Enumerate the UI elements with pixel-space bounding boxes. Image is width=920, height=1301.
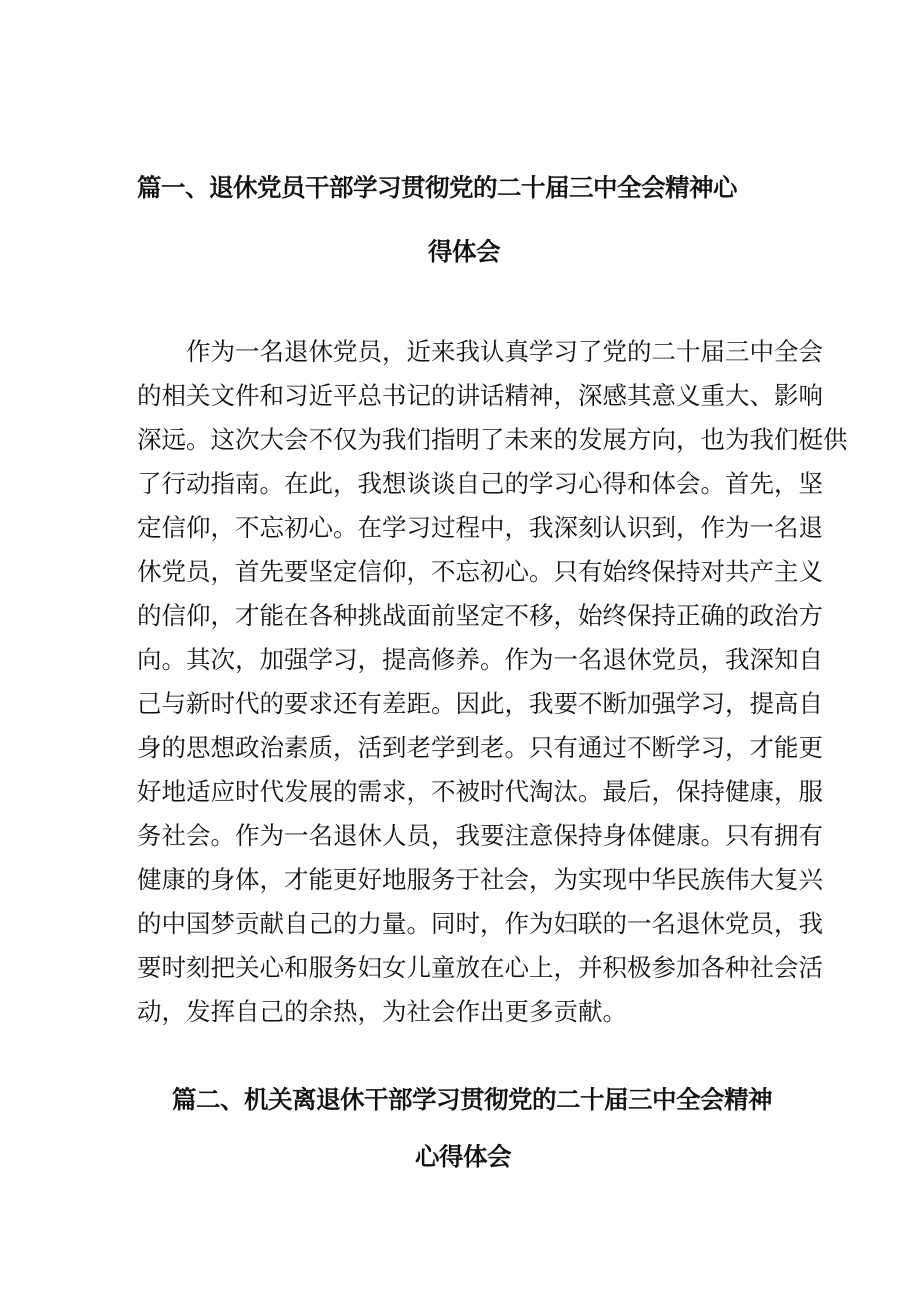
section2-title-line2: 心得体会 xyxy=(415,1142,511,1171)
body-line: 动，发挥自己的余热，为社会作出更多贡献。 xyxy=(137,997,627,1026)
body-line: 作为一名退休党员，近来我认真学习了党的二十届三中全会 xyxy=(186,337,823,366)
body-line: 休党员，首先要坚定信仰，不忘初心。只有始终保持对共产主义 xyxy=(137,557,823,586)
body-line: 深远。这次大会不仅为我们指明了未来的发展方向，也为我们梃供 xyxy=(137,425,848,454)
body-line: 健康的身体，才能更好地服务于社会，为实现中华民族伟大复兴 xyxy=(137,865,823,894)
body-line: 务社会。作为一名退休人员，我要注意保持身体健康。只有拥有 xyxy=(137,821,823,850)
section2-title-line1: 篇二、机关离退休干部学习贯彻党的二十届三中全会精神 xyxy=(172,1085,772,1114)
body-line: 好地适应时代发展的需求，不被时代淘汰。最后，保持健康，服 xyxy=(137,777,823,806)
body-line: 己与新时代的要求还有差距。因此，我要不断加强学习，提高自 xyxy=(137,689,823,718)
body-line: 向。其次，加强学习，提高修养。作为一名退休党员，我深知自 xyxy=(137,645,823,674)
section1-title-line1: 篇一、退休党员干部学习贯彻党的二十届三中全会精神心 xyxy=(137,173,737,202)
body-line: 身的思想政治素质，活到老学到老。只有通过不断学习，才能更 xyxy=(137,733,823,762)
body-line: 要时刻把关心和服务妇女儿童放在心上，并积极参加各种社会活 xyxy=(137,953,823,982)
body-line: 的中国梦贡献自己的力量。同时，作为妇联的一名退休党员，我 xyxy=(137,909,823,938)
body-line: 了行动指南。在此，我想谈谈自己的学习心得和体会。首先，坚 xyxy=(137,469,823,498)
section1-title-line2: 得体会 xyxy=(428,237,500,266)
body-line: 的相关文件和习近平总书记的讲话精神，深感其意义重大、影响 xyxy=(137,381,823,410)
body-line: 定信仰，不忘初心。在学习过程中，我深刻认识到，作为一名退 xyxy=(137,513,823,542)
body-line: 的信仰，才能在各种挑战面前坚定不移，始终保持正确的政治方 xyxy=(137,601,823,630)
